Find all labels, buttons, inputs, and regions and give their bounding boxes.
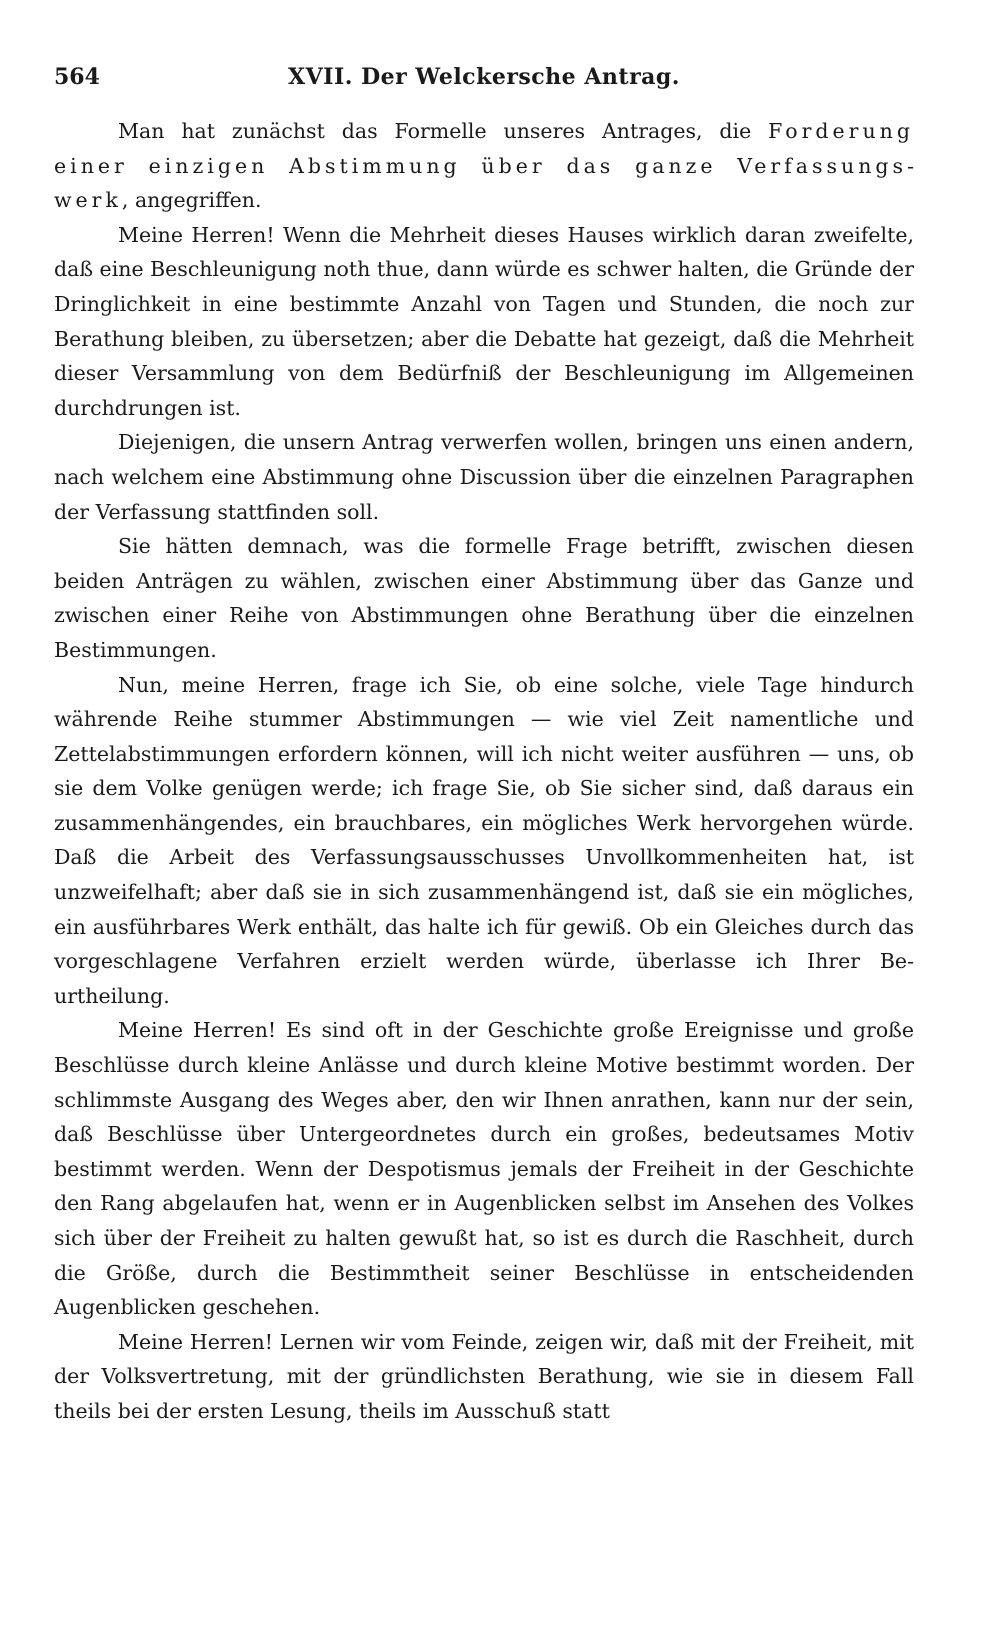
paragraph: Meine Herren! Es sind oft in der Geschichte große Ereignisse und große Beschlüsse durch kleine Anlässe und durch kleine Motive bestimmt worden. Der schlimmste Ausgang des Weges aber, den wir Ihnen anrathen, kann nur der sein, daß Beschlüsse über Untergeordnetes durch ein großes, bedeutsames Motiv bestimmt werden. Wenn der Despotismus jemals der Freiheit in der Geschichte den Rang abgelaufen hat, wenn er in Augenblicken selbst im Ansehen des Volkes sich über der Freiheit zu halten gewußt hat, so ist es durch die Raschheit, durch die Größe, durch die Bestimmtheit seiner Beschlüsse in entscheidenden Augenblicken geschehen. <box>54 1018 914 1320</box>
emphasized-text: Forderung einer einzigen Abstimmung über das ganze Verfassungswerk <box>54 119 914 213</box>
running-title: XVII. Der Welckersche Antrag. <box>288 64 680 90</box>
paragraph: Meine Herren! Lernen wir vom Feinde, zeigen wir, daß mit der Freiheit, mit der Volksvertretung, mit der gründlichsten Berathung, wie sie in diesem Fall theils bei der ersten Lesung, theils im Ausschuß statt <box>54 1329 914 1423</box>
body-text <box>54 114 914 1429</box>
paragraph: Meine Herren! Wenn die Mehrheit dieses Hauses wirklich daran zweifelte, daß eine Beschleunigung noth thue, dann würde es schwer halten, die Gründe der Dringlichkeit in eine bestimmte Anzahl von Tagen und Stunden, die noch zur Berathung bleiben, zu übersetzen; aber die Debatte hat gezeigt, daß die Mehrheit dieser Versammlung von dem Bedürfniß der Beschleunigung im Allgemeinen durchdrungen ist. <box>54 222 914 420</box>
page-number: 564 <box>54 64 100 90</box>
book-page <box>54 60 914 1429</box>
paragraph: Diejenigen, die unsern Antrag verwerfen wollen, bringen uns einen andern, nach welchem eine Abstimmung ohne Discussion über die einzelnen Paragraphen der Verfassung stattfinden soll. <box>54 430 914 524</box>
page-header <box>54 60 914 94</box>
paragraph: Nun, meine Herren, frage ich Sie, ob eine solche, viele Tage hindurch währende Reihe stummer Abstimmungen — wie viel Zeit namentliche und Zettelabstimmungen erfordern können, will ich nicht weiter ausführen — uns, ob sie dem Volke genügen werde; ich frage Sie, ob Sie sicher sind, daß daraus ein zusammenhängendes, ein brauchbares, ein mögliches Werk hervorgehen würde. Daß die Arbeit des Verfassungsausschusses Unvollkommenheiten hat, ist unzweifelhaft; aber daß sie in sich zusammenhängend ist, daß sie ein mögliches, ein ausführbares Werk enthält, das halte ich für gewiß. Ob ein Gleiches durch das vorgeschlagene Verfahren erzielt werden würde, überlasse ich Ihrer Beurtheilung. <box>54 672 914 1008</box>
paragraph <box>54 114 914 218</box>
paragraph: Sie hätten demnach, was die formelle Frage betrifft, zwischen diesen beiden Anträgen zu wählen, zwischen einer Abstimmung über das Ganze und zwischen einer Reihe von Abstimmungen ohne Berathung über die einzelnen Bestimmungen. <box>54 534 914 662</box>
paragraph-text: Man hat zunächst das Formelle unseres Antrages, die <box>118 119 769 143</box>
paragraph-text: , angegriffen. <box>121 188 262 213</box>
